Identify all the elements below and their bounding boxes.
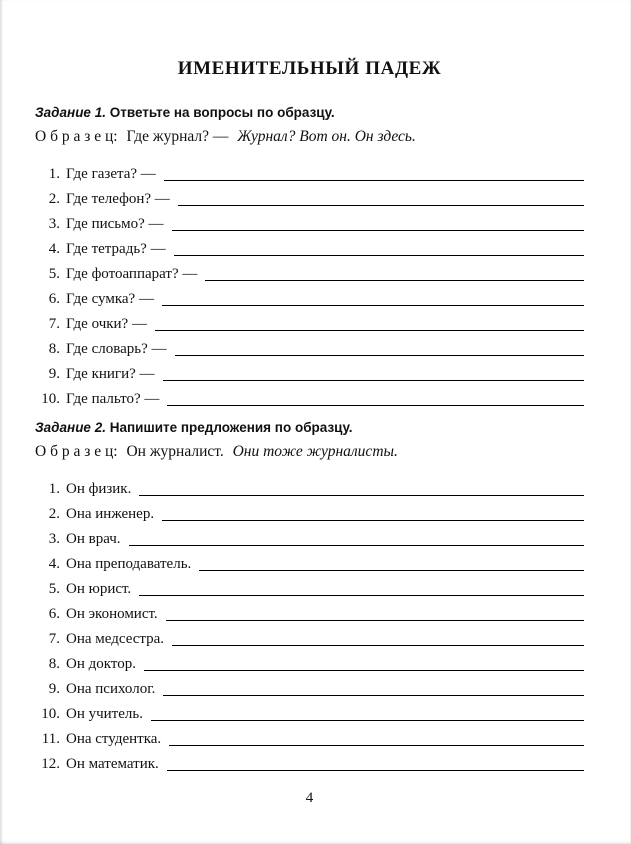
answer-blank[interactable]: [163, 677, 584, 696]
task1-instruction: Ответьте на вопросы по образцу.: [109, 105, 335, 120]
answer-blank[interactable]: [169, 727, 584, 746]
item-number: 5.: [48, 581, 60, 597]
exercise-item: [35, 359, 584, 384]
answer-blank[interactable]: [155, 312, 584, 331]
answer-blank[interactable]: [144, 652, 584, 671]
item-text: Она студентка.: [66, 731, 162, 747]
task1-label: Задание 1.: [35, 105, 106, 120]
item-number: 3.: [48, 531, 60, 547]
answer-blank[interactable]: [151, 702, 584, 721]
item-text: Она психолог.: [66, 681, 156, 697]
item-text: Где тетрадь? —: [66, 241, 166, 257]
exercise-item: [35, 724, 584, 749]
item-number: 8.: [48, 656, 60, 672]
answer-blank[interactable]: [172, 627, 584, 646]
item-number: 12.: [41, 756, 60, 772]
item-number: 4.: [48, 556, 60, 572]
item-number: 7.: [48, 316, 60, 332]
task2-header: [35, 419, 584, 436]
item-number: 1.: [48, 481, 60, 497]
item-text: Где телефон? —: [66, 191, 170, 207]
item-number: 2.: [48, 506, 60, 522]
example-answer: Журнал? Вот он. Он здесь.: [237, 128, 416, 145]
answer-blank[interactable]: [167, 387, 584, 406]
exercise-item: [35, 499, 584, 524]
answer-blank[interactable]: [164, 162, 584, 181]
item-text: Где книги? —: [66, 366, 155, 382]
page-number: 4: [305, 790, 314, 806]
answer-blank[interactable]: [166, 602, 584, 621]
item-text: Где словарь? —: [66, 341, 167, 357]
task2-example: [35, 441, 584, 462]
exercise-item: [35, 674, 584, 699]
item-text: Она инженер.: [66, 506, 155, 522]
item-number: 7.: [48, 631, 60, 647]
exercise-item: [35, 549, 584, 574]
answer-blank[interactable]: [162, 502, 584, 521]
item-text: Где письмо? —: [66, 216, 164, 232]
item-text: Она преподаватель.: [66, 556, 192, 572]
task2-label: Задание 2.: [35, 420, 106, 435]
exercise-item: [35, 334, 584, 359]
item-text: Он юрист.: [66, 581, 132, 597]
answer-blank[interactable]: [163, 362, 584, 381]
item-number: 2.: [48, 191, 60, 207]
item-text: Где очки? —: [66, 316, 147, 332]
item-number: 10.: [41, 706, 60, 722]
task2-instruction: Напишите предложения по образцу.: [109, 420, 353, 435]
exercise-item: [35, 384, 584, 409]
task1-items: [35, 159, 584, 409]
item-text: Он экономист.: [66, 606, 158, 622]
item-text: Он врач.: [66, 531, 121, 547]
exercise-item: [35, 699, 584, 724]
item-text: Где фотоаппарат? —: [66, 266, 198, 282]
example-label: О б р а з е ц:: [35, 128, 118, 145]
example-question: Где журнал? —: [126, 128, 229, 145]
answer-blank[interactable]: [172, 212, 584, 231]
exercise-item: [35, 649, 584, 674]
example-answer: Они тоже журналисты.: [232, 443, 398, 460]
answer-blank[interactable]: [129, 527, 584, 546]
item-number: 8.: [48, 341, 60, 357]
page-title: ИМЕНИТЕЛЬНЫЙ ПАДЕЖ: [177, 58, 442, 79]
task2-items: [35, 474, 584, 774]
example-label: О б р а з е ц:: [35, 443, 118, 460]
answer-blank[interactable]: [199, 552, 584, 571]
exercise-item: [35, 599, 584, 624]
answer-blank[interactable]: [139, 577, 584, 596]
answer-blank[interactable]: [174, 237, 584, 256]
exercise-item: [35, 749, 584, 774]
item-text: Он физик.: [66, 481, 132, 497]
answer-blank[interactable]: [162, 287, 584, 306]
exercise-item: [35, 624, 584, 649]
example-statement: Он журналист.: [126, 443, 224, 460]
item-number: 9.: [48, 681, 60, 697]
exercise-item: [35, 159, 584, 184]
task2-section: [35, 419, 584, 774]
item-number: 10.: [41, 391, 60, 407]
answer-blank[interactable]: [205, 262, 584, 281]
item-text: Где газета? —: [66, 166, 156, 182]
exercise-item: [35, 234, 584, 259]
item-text: Где сумка? —: [66, 291, 154, 307]
answer-blank[interactable]: [139, 477, 584, 496]
exercise-item: [35, 474, 584, 499]
exercise-item: [35, 184, 584, 209]
task1-section: [35, 104, 584, 409]
exercise-item: [35, 524, 584, 549]
item-text: Он математик.: [66, 756, 159, 772]
item-text: Она медсестра.: [66, 631, 165, 647]
task1-example: [35, 126, 584, 147]
item-number: 9.: [48, 366, 60, 382]
answer-blank[interactable]: [175, 337, 584, 356]
item-text: Он доктор.: [66, 656, 136, 672]
item-text: Он учитель.: [66, 706, 143, 722]
item-number: 6.: [48, 291, 60, 307]
item-number: 11.: [41, 731, 60, 747]
exercise-item: [35, 284, 584, 309]
item-number: 3.: [48, 216, 60, 232]
answer-blank[interactable]: [167, 752, 584, 771]
exercise-item: [35, 259, 584, 284]
exercise-item: [35, 209, 584, 234]
item-number: 5.: [48, 266, 60, 282]
item-number: 6.: [48, 606, 60, 622]
item-text: Где пальто? —: [66, 391, 160, 407]
exercise-item: [35, 574, 584, 599]
item-number: 4.: [48, 241, 60, 257]
exercise-item: [35, 309, 584, 334]
item-number: 1.: [48, 166, 60, 182]
task1-header: [35, 104, 584, 121]
answer-blank[interactable]: [178, 187, 584, 206]
